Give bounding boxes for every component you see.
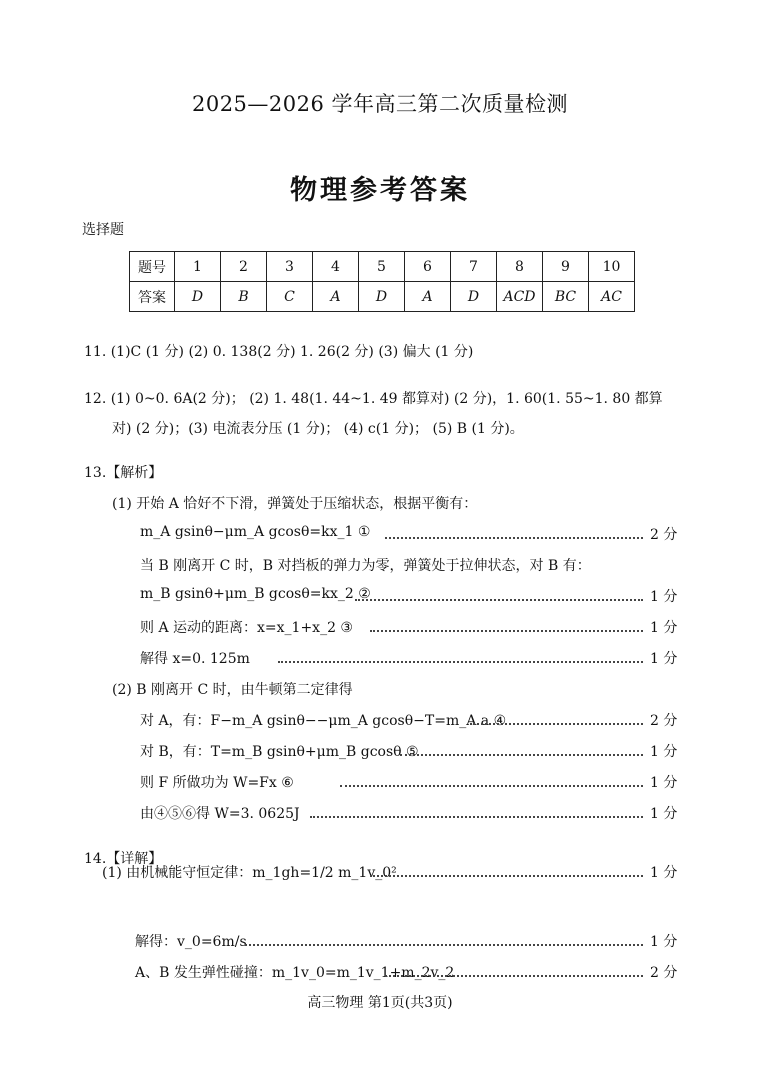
leader-dots: [340, 785, 643, 787]
q13-eq7: 则 F 所做功为 W=Fx ⑥: [140, 775, 294, 791]
leader-dots: [370, 875, 643, 877]
q13-eq8: 由④⑤⑥得 W=3. 0625J: [140, 806, 300, 822]
q14-eq1: [102, 862, 397, 882]
q13-eq5: 对 A，有：F−m_A gsinθ−−μm_A gcosθ−T=m_A a ④: [140, 713, 507, 729]
exam-subtitle: 2025—2026 学年高三第二次质量检测: [191, 92, 569, 116]
score-label: 2 分: [650, 713, 678, 729]
table-cell: 9: [543, 252, 589, 282]
q13-part2-intro: (2) B 刚离开 C 时，由牛顿第二定律得: [112, 682, 353, 698]
table-header-cell: 题号: [130, 252, 175, 282]
table-header-cell: 答案: [130, 282, 175, 312]
leader-dots: [400, 754, 643, 756]
score-label: 2 分: [650, 527, 678, 543]
table-cell: BC: [543, 282, 589, 312]
leader-dots: [470, 723, 643, 725]
q13-eq3: 则 A 运动的距离：x=x_1+x_2 ③: [140, 620, 353, 636]
table-cell: 4: [313, 252, 359, 282]
q13-eq4: 解得 x=0. 125m: [140, 651, 250, 667]
q13-eq1: m_A gsinθ−μm_A gcosθ=kx_1 ①: [140, 524, 371, 540]
answer-table: [129, 251, 635, 312]
score-label: 1 分: [650, 775, 678, 791]
leader-dots: [385, 537, 643, 539]
table-row: [130, 252, 635, 282]
table-cell: 7: [451, 252, 497, 282]
table-cell: A: [313, 282, 359, 312]
q14-eq3: A、B 发生弹性碰撞：m_1v_0=m_1v_1+m_2v_2: [135, 965, 455, 981]
answer-q12-line1: 12. (1) 0~0. 6A(2 分)； (2) 1. 48(1. 44~1. 49 都算对) (2 分)，1. 60(1. 55~1. 80 都算: [84, 391, 663, 407]
section-label: 选择题: [82, 222, 124, 238]
q14-eq2: 解得：v_0=6m/s: [135, 934, 247, 950]
table-cell: 2: [221, 252, 267, 282]
q13-part1-intro: (1) 开始 A 恰好不下滑，弹簧处于压缩状态，根据平衡有：: [112, 496, 478, 512]
q13-eq6: 对 B，有：T=m_B gsinθ+μm_B gcosθ ⑤: [140, 744, 419, 760]
leader-dots: [245, 944, 643, 946]
q14-eq1-text: (1) 由机械能守恒定律：m_1gh=1/2 m_1v_0²: [102, 865, 397, 881]
table-cell: D: [175, 282, 221, 312]
leader-dots: [278, 661, 643, 663]
table-cell: 8: [497, 252, 543, 282]
score-label: 1 分: [650, 744, 678, 760]
table-cell: ACD: [497, 282, 543, 312]
table-cell: 3: [267, 252, 313, 282]
table-row: [130, 282, 635, 312]
table-cell: A: [405, 282, 451, 312]
table-cell: 10: [589, 252, 635, 282]
score-label: 1 分: [650, 651, 678, 667]
table-cell: C: [267, 282, 313, 312]
score-label: 2 分: [650, 965, 678, 981]
score-label: 1 分: [650, 934, 678, 950]
table-cell: D: [359, 282, 405, 312]
q13-part1-b: 当 B 刚离开 C 时，B 对挡板的弹力为零，弹簧处于拉伸状态，对 B 有：: [140, 558, 591, 574]
leader-dots: [385, 975, 643, 977]
q13-heading: 13.【解析】: [84, 465, 163, 481]
table-cell: 1: [175, 252, 221, 282]
table-cell: AC: [589, 282, 635, 312]
score-label: 1 分: [650, 620, 678, 636]
score-label: 1 分: [650, 865, 678, 881]
leader-dots: [355, 599, 643, 601]
leader-dots: [310, 816, 643, 818]
table-cell: D: [451, 282, 497, 312]
page-footer: 高三物理 第1页(共3页): [307, 995, 453, 1011]
q13-eq2: m_B gsinθ+μm_B gcosθ=kx_2 ②: [140, 586, 371, 602]
table-cell: 5: [359, 252, 405, 282]
answer-q11: 11. (1)C (1 分) (2) 0. 138(2 分) 1. 26(2 分) (3) 偏大 (1 分): [84, 344, 474, 360]
table-cell: 6: [405, 252, 451, 282]
leader-dots: [370, 630, 643, 632]
score-label: 1 分: [650, 589, 678, 605]
q14-heading: 14.【详解】: [84, 851, 163, 867]
table-cell: B: [221, 282, 267, 312]
score-label: 1 分: [650, 806, 678, 822]
answer-q12-line2: 对) (2 分)；(3) 电流表分压 (1 分)； (4) c(1 分)； (5) B (1 分)。: [112, 421, 524, 437]
page-title: 物理参考答案: [290, 175, 470, 206]
